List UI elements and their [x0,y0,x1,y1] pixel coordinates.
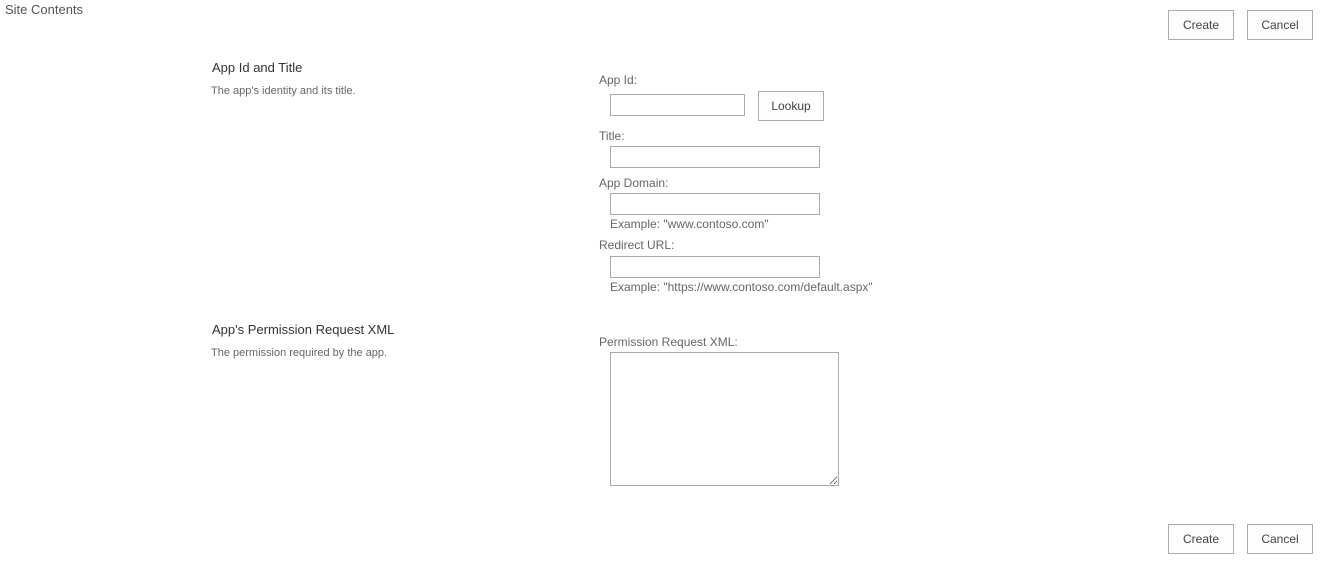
cancel-button-top[interactable]: Cancel [1247,10,1313,40]
redirect-url-label: Redirect URL: [599,238,675,252]
title-label: Title: [599,129,625,143]
section-title-permission: App's Permission Request XML [212,322,395,337]
section-description-permission: The permission required by the app. [211,347,388,359]
lookup-button[interactable]: Lookup [758,91,824,121]
section-title-identity: App Id and Title [212,60,303,75]
redirect-url-input[interactable] [610,256,820,278]
app-domain-input[interactable] [610,193,820,215]
create-button-bottom[interactable]: Create [1168,524,1234,554]
app-id-label: App Id: [599,73,638,87]
app-domain-hint: Example: "www.contoso.com" [610,217,769,231]
cancel-button-bottom[interactable]: Cancel [1247,524,1313,554]
section-description-identity: The app's identity and its title. [211,85,356,97]
redirect-url-hint: Example: "https://www.contoso.com/default.aspx" [610,280,873,294]
app-id-input[interactable] [610,94,745,116]
permission-xml-textarea[interactable] [610,352,839,486]
create-button-top[interactable]: Create [1168,10,1234,40]
breadcrumb-site-contents[interactable]: Site Contents [5,2,84,17]
title-input[interactable] [610,146,820,168]
app-domain-label: App Domain: [599,176,669,190]
permission-xml-label: Permission Request XML: [599,335,738,349]
